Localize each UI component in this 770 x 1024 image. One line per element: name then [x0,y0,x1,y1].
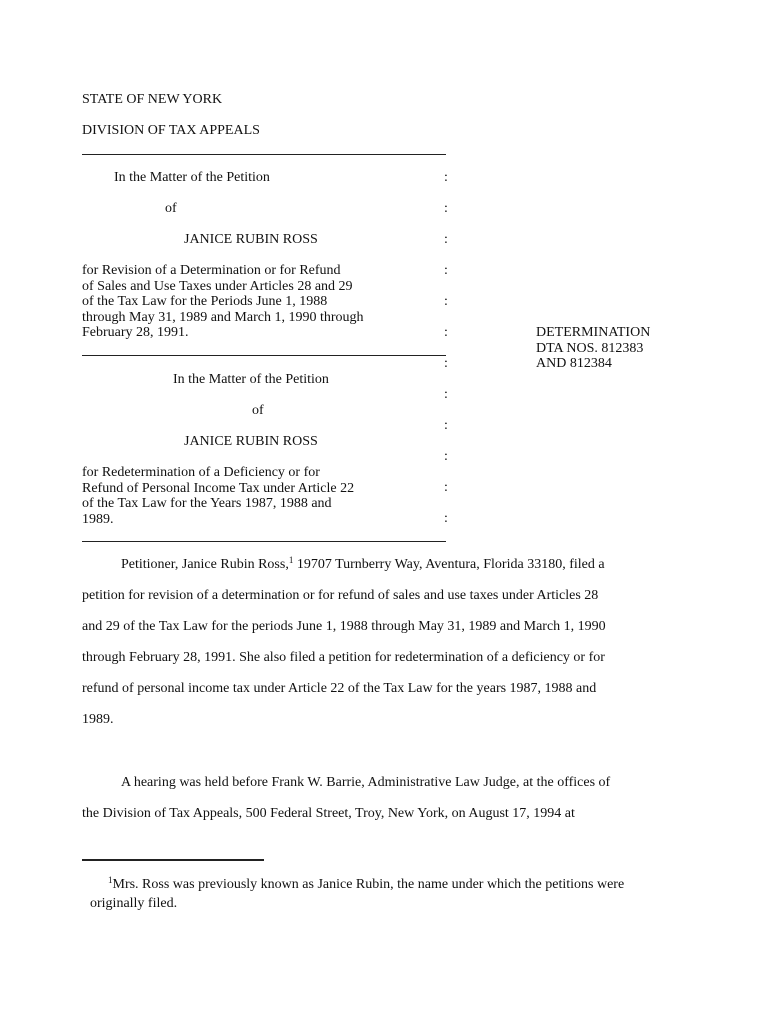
dta-numbers-cont: AND 812384 [536,356,612,371]
caption2-matter: In the Matter of the Petition [173,372,329,387]
caption-colon: : [444,170,448,185]
determination-title: DETERMINATION [536,325,651,340]
caption2-desc-line: Refund of Personal Income Tax under Article 22 [82,480,355,496]
caption-colon: : [444,201,448,216]
body-paragraph-line: petition for revision of a determination or for refund of sales and use taxes under Articles 28 [82,588,599,603]
caption-colon: : [444,387,448,402]
footnote-reference: 1 [288,555,294,565]
caption-colon: : [444,480,448,495]
caption-colon: : [444,294,448,309]
caption-colon: : [444,418,448,433]
caption2-description [82,465,354,527]
footnote-line [108,877,624,893]
state-heading: STATE OF NEW YORK [82,92,223,107]
footnote-marker: 1 [108,875,113,885]
caption-colon: : [444,511,448,526]
caption-colon: : [444,263,448,278]
caption-bottom-rule [82,541,446,542]
body-paragraph-line: and 29 of the Tax Law for the periods June 1, 1988 through May 31, 1989 and March 1, 1990 [82,619,606,634]
caption2-desc-line: 1989. [82,511,114,527]
caption1-of: of [165,201,177,216]
body-paragraph-line: refund of personal income tax under Article 22 of the Tax Law for the years 1987, 1988 and [82,681,597,696]
caption1-desc-line: of Sales and Use Taxes under Articles 28 and 29 [82,278,353,294]
caption1-desc-line: through May 31, 1989 and March 1, 1990 through [82,309,364,325]
body-paragraph-line [121,557,605,573]
caption1-description [82,263,364,341]
body-paragraph-line: 1989. [82,712,114,727]
footnote-text: Mrs. Ross was previously known as Janice Rubin, the name under which the petitions were [112,877,625,892]
footnote-separator [82,859,264,861]
caption2-petitioner-name: JANICE RUBIN ROSS [184,434,318,449]
determination-block [536,325,650,372]
body-text: Petitioner, Janice Rubin Ross, [121,557,289,572]
caption1-petitioner-name: JANICE RUBIN ROSS [184,232,318,247]
caption1-desc-line: for Revision of a Determination or for Refund [82,263,341,278]
caption-top-rule [82,154,446,155]
dta-numbers: DTA NOS. 812383 [536,340,644,356]
caption-middle-rule [82,355,446,356]
body-paragraph-line: through February 28, 1991. She also filed a petition for redetermination of a deficiency or for [82,650,605,665]
caption-colon: : [444,356,448,371]
caption2-desc-line: of the Tax Law for the Years 1987, 1988 and [82,496,332,511]
caption-colon: : [444,325,448,340]
body-paragraph-line: the Division of Tax Appeals, 500 Federal Street, Troy, New York, on August 17, 1994 at [82,806,575,821]
body-paragraph-line: A hearing was held before Frank W. Barrie, Administrative Law Judge, at the offices of [121,775,611,790]
caption-colon: : [444,232,448,247]
caption1-desc-line: February 28, 1991. [82,325,189,340]
division-heading: DIVISION OF TAX APPEALS [82,123,260,138]
caption1-desc-line: of the Tax Law for the Periods June 1, 1988 [82,294,328,309]
caption2-of: of [252,403,264,418]
body-text: 19707 Turnberry Way, Aventura, Florida 33180, filed a [293,557,605,572]
caption1-matter: In the Matter of the Petition [114,170,270,185]
footnote-line-2: originally filed. [90,896,178,911]
caption-colon: : [444,449,448,464]
caption2-desc-line: for Redetermination of a Deficiency or for [82,465,320,480]
